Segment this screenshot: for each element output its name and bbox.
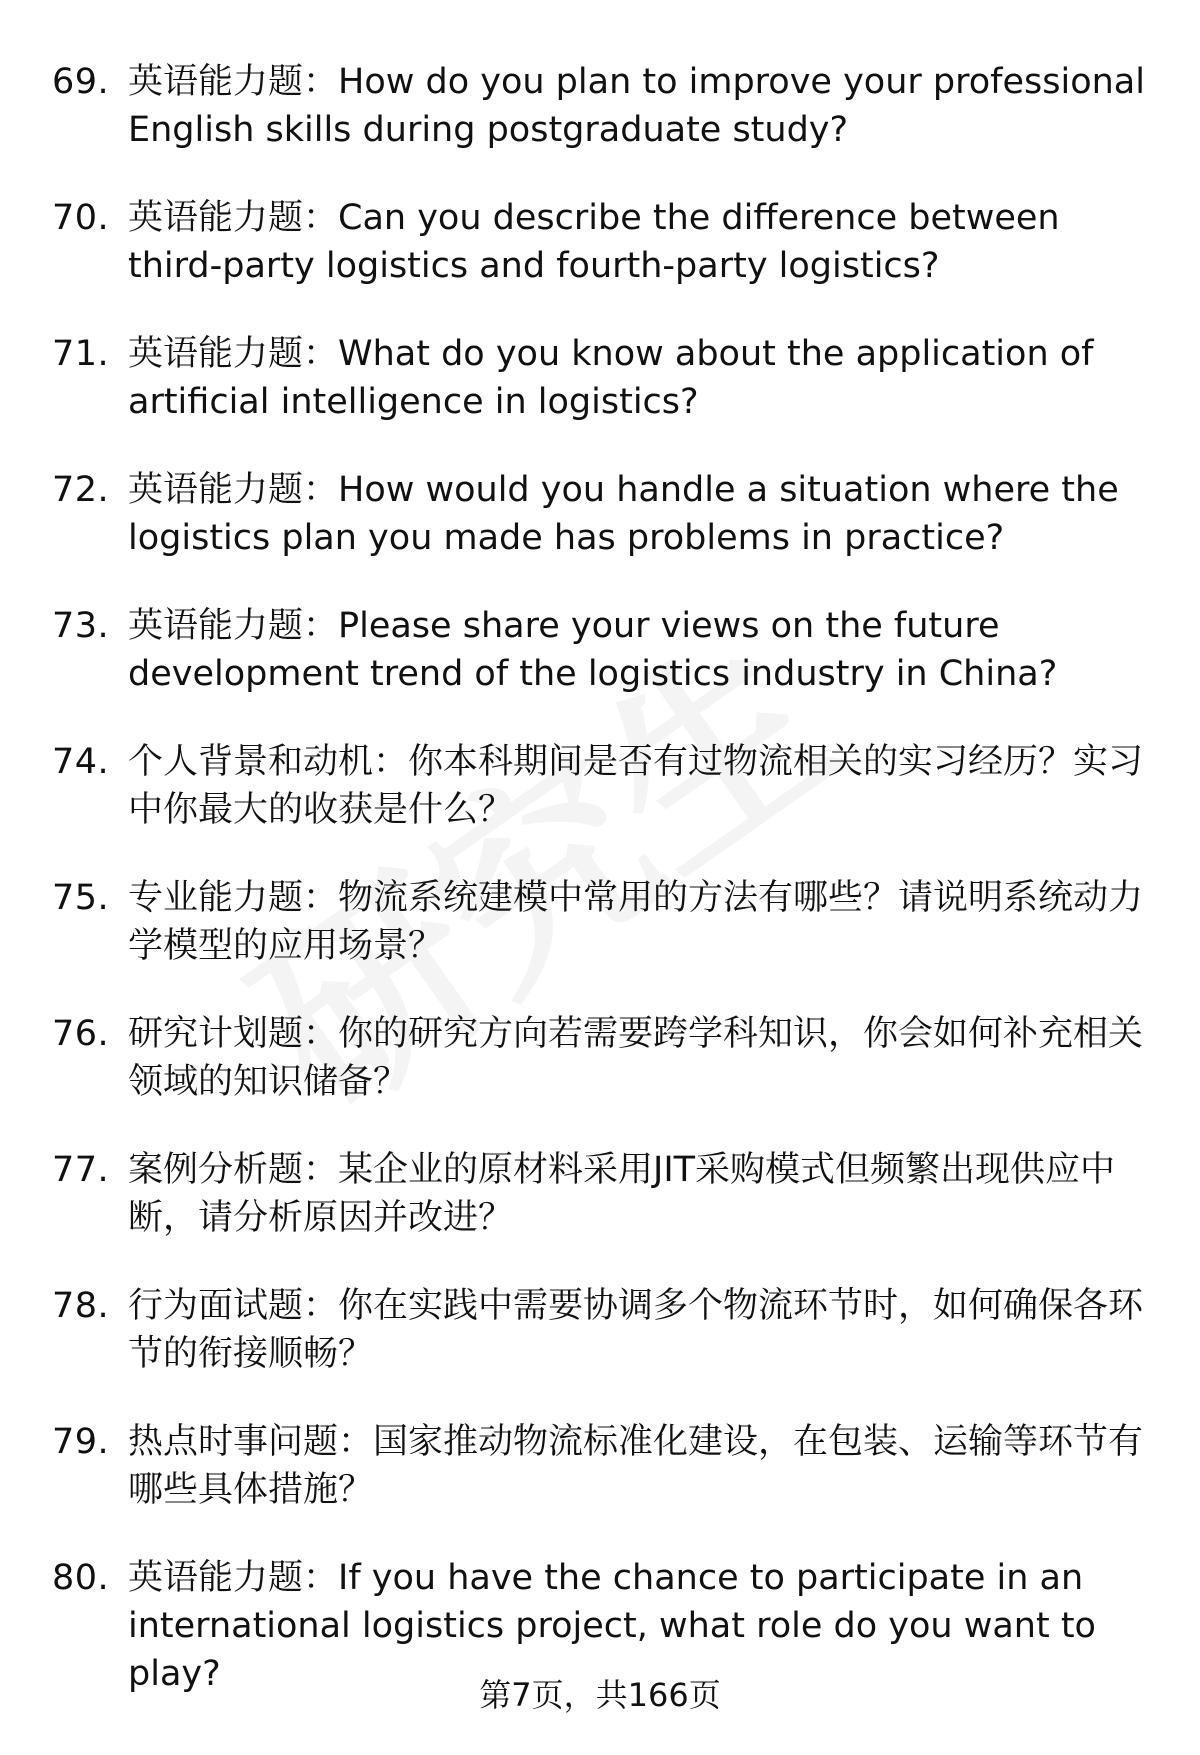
question-text: 研究计划题：你的研究方向若需要跨学科知识，你会如何补充相关领域的知识储备？: [128, 1014, 1144, 1102]
question-list: [52, 58, 1162, 1738]
question-number: 69.: [52, 62, 110, 102]
question-text: 行为面试题：你在实践中需要协调多个物流环节时，如何确保各环节的衔接顺畅？: [128, 1286, 1144, 1374]
question-item-72: [52, 466, 1162, 562]
question-text: 英语能力题：What do you know about the application of artificial intelligence in logistics?: [128, 334, 1094, 422]
question-number: 74.: [52, 742, 110, 782]
question-item-74: [52, 738, 1162, 834]
question-text: 案例分析题：某企业的原材料采用JIT采购模式但频繁出现供应中断，请分析原因并改进？: [128, 1150, 1116, 1238]
question-item-69: [52, 58, 1162, 154]
question-number: 79.: [52, 1422, 110, 1462]
question-number: 80.: [52, 1558, 110, 1598]
question-number: 76.: [52, 1014, 110, 1054]
question-number: 70.: [52, 198, 110, 238]
question-number: 77.: [52, 1150, 110, 1190]
question-item-75: [52, 874, 1162, 970]
question-item-73: [52, 602, 1162, 698]
question-text: 英语能力题：How would you handle a situation where the logistics plan you made has problems in practice?: [128, 470, 1119, 558]
question-text: 英语能力题：If you have the chance to participate in an international logistics project, what role do you want to play?: [128, 1558, 1096, 1694]
question-text: 个人背景和动机：你本科期间是否有过物流相关的实习经历？实习中你最大的收获是什么？: [128, 742, 1144, 830]
question-number: 72.: [52, 470, 110, 510]
question-number: 75.: [52, 878, 110, 918]
question-text: 英语能力题：Can you describe the difference between third-party logistics and fourth-party logistics?: [128, 198, 1060, 286]
question-text: 英语能力题：Please share your views on the future development trend of the logistics industry in China?: [128, 606, 1058, 694]
question-item-77: [52, 1146, 1162, 1242]
question-text: 英语能力题：How do you plan to improve your professional English skills during postgraduate study?: [128, 62, 1145, 150]
question-item-78: [52, 1282, 1162, 1378]
question-text: 热点时事问题：国家推动物流标准化建设，在包装、运输等环节有哪些具体措施？: [128, 1422, 1144, 1510]
question-number: 78.: [52, 1286, 110, 1326]
question-item-71: [52, 330, 1162, 426]
question-item-70: [52, 194, 1162, 290]
question-item-79: [52, 1418, 1162, 1514]
question-item-76: [52, 1010, 1162, 1106]
question-text: 专业能力题：物流系统建模中常用的方法有哪些？请说明系统动力学模型的应用场景？: [128, 878, 1144, 966]
page-indicator: 第7页，共166页: [479, 1676, 721, 1714]
question-number: 73.: [52, 606, 110, 646]
question-number: 71.: [52, 334, 110, 374]
